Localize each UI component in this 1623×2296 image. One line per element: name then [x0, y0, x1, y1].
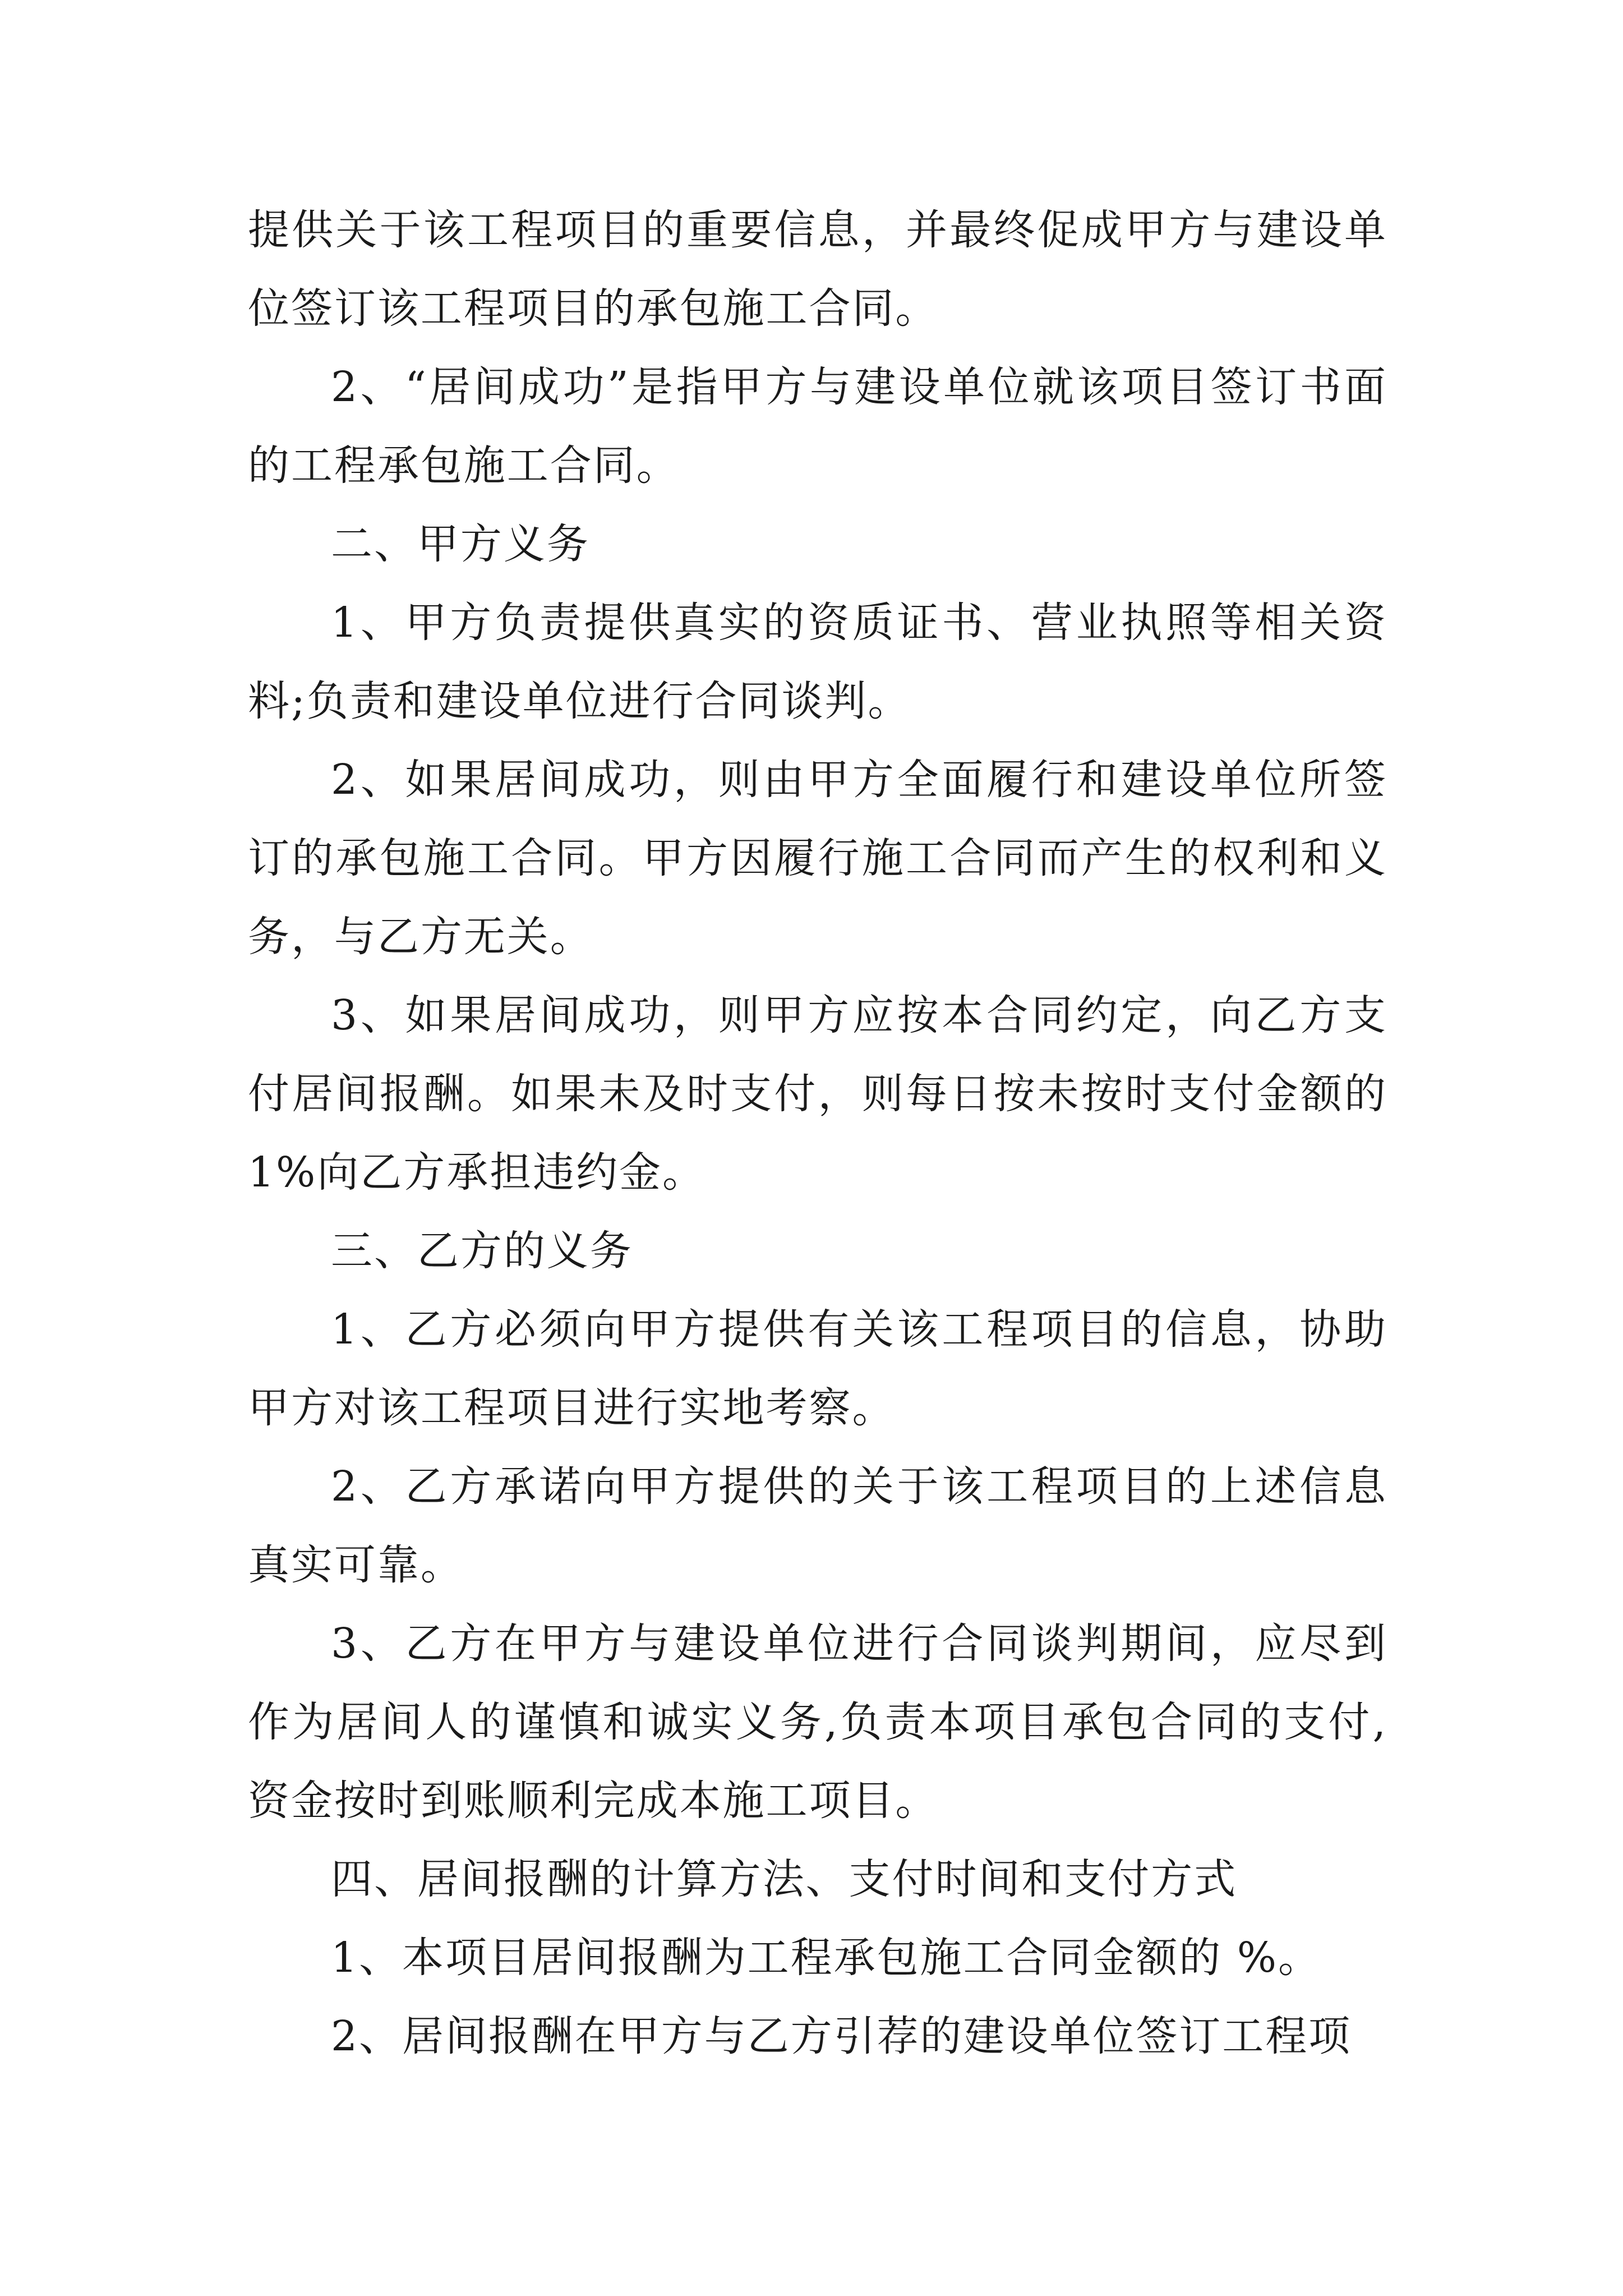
section-heading-commission: 四、居间报酬的计算方法、支付时间和支付方式 — [331, 1855, 1238, 1903]
section-heading-party-b-obligations: 三、乙方的义务 — [331, 1227, 633, 1275]
paragraph-party-a-item-1: 1、甲方负责提供真实的资质证书、营业执照等相关资料;负责和建设单位进行合同谈判。 — [248, 599, 1387, 725]
paragraph-party-a-item-3: 3、如果居间成功，则甲方应按本合同约定，向乙方支付居间报酬。如果未及时支付，则每日按未按时支付金额的1%向乙方承担违约金。 — [248, 991, 1387, 1197]
paragraph-party-b-item-2: 2、乙方承诺向甲方提供的关于该工程项目的上述信息真实可靠。 — [248, 1462, 1387, 1589]
paragraph-continuation: 提供关于该工程项目的重要信息，并最终促成甲方与建设单位签订该工程项目的承包施工合同。 — [248, 206, 1387, 333]
paragraph-party-b-item-3: 3、乙方在甲方与建设单位进行合同谈判期间，应尽到作为居间人的谨慎和诚实义务,负责本项目承包合同的支付,资金按时到账顺利完成本施工项目。 — [248, 1619, 1387, 1825]
contract-body — [248, 191, 1387, 2076]
paragraph-definition-success: 2、“居间成功”是指甲方与建设单位就该项目签订书面的工程承包施工合同。 — [248, 363, 1387, 490]
section-heading-party-a-obligations: 二、甲方义务 — [331, 520, 590, 568]
paragraph-commission-item-2: 2、居间报酬在甲方与乙方引荐的建设单位签订工程项 — [331, 2012, 1352, 2060]
paragraph-commission-item-1: 1、本项目居间报酬为工程承包施工合同金额的 %。 — [331, 1934, 1321, 1982]
paragraph-party-a-item-2: 2、如果居间成功，则由甲方全面履行和建设单位所签订的承包施工合同。甲方因履行施工合同而产生的权利和义务，与乙方无关。 — [248, 756, 1387, 961]
paragraph-party-b-item-1: 1、乙方必须向甲方提供有关该工程项目的信息，协助甲方对该工程项目进行实地考察。 — [248, 1305, 1387, 1432]
